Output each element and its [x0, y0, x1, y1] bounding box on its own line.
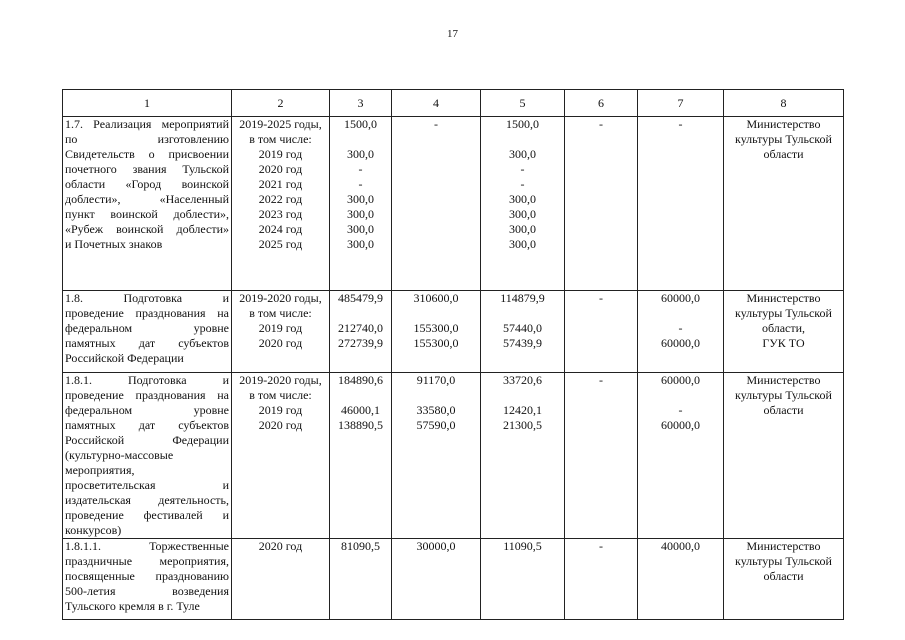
description-line: просветительская и [65, 478, 229, 492]
total-cell [330, 291, 392, 373]
description-line: 500-летия возведения [65, 584, 229, 598]
description-line: Российской Федерации [65, 433, 229, 447]
federal-cell [392, 539, 481, 620]
event-description [63, 117, 232, 291]
description-line: и Почетных знаков [65, 237, 163, 251]
responsible-org [724, 117, 844, 291]
cell-value: 300,0 [509, 192, 536, 206]
column-header-3: 3 [330, 90, 392, 117]
cell-value [640, 388, 721, 403]
cell-value: области [763, 403, 804, 417]
cell-value: 33580,0 [416, 403, 456, 417]
cell-value: 114879,9 [500, 291, 545, 305]
cell-value [394, 306, 478, 321]
table-row [63, 117, 844, 291]
cell-value: 184890,6 [338, 373, 383, 387]
description-line: посвященные празднованию [65, 569, 229, 583]
cell-value: 21300,5 [503, 418, 542, 432]
cell-value: 2021 год [258, 177, 303, 191]
cell-value: 2019 год [258, 321, 303, 335]
description-line: проведение фестивалей и [65, 508, 229, 522]
description-line: проведение празднования на [65, 388, 229, 402]
total-cell [330, 373, 392, 539]
description-line: пункт воинской доблести», [65, 207, 229, 221]
cell-value: 57439,9 [503, 336, 542, 350]
cell-value: 60000,0 [661, 418, 700, 432]
cell-value: 300,0 [509, 207, 536, 221]
table-row [63, 291, 844, 373]
cell-value [483, 388, 562, 403]
cell-value: 2023 год [258, 207, 303, 221]
cell-value: - [599, 539, 603, 553]
table-row [63, 539, 844, 620]
cell-value: - [599, 117, 603, 131]
cell-value: 40000,0 [661, 539, 700, 553]
cell-value: Министерство [746, 291, 821, 305]
cell-value: 485479,9 [338, 291, 383, 305]
column-header-8: 8 [724, 90, 844, 117]
cell-value: 12420,1 [503, 403, 542, 417]
cell-value: 2019 год [258, 147, 303, 161]
regional-cell [481, 291, 565, 373]
description-line: федеральном уровне [65, 403, 229, 417]
cell-value: 272739,9 [338, 336, 383, 350]
other-cell [638, 539, 724, 620]
cell-value: 57590,0 [416, 418, 456, 432]
description-line: (культурно-массовые [65, 448, 174, 462]
cell-value: 300,0 [347, 147, 374, 161]
period-cell [232, 373, 330, 539]
regional-cell [481, 373, 565, 539]
cell-value: 1500,0 [344, 117, 377, 131]
description-line: федеральном уровне [65, 321, 229, 335]
event-description [63, 539, 232, 620]
column-header-4: 4 [392, 90, 481, 117]
cell-value: 2024 год [258, 222, 303, 236]
column-header-1: 1 [63, 90, 232, 117]
other-cell [638, 291, 724, 373]
cell-value [332, 306, 389, 321]
description-line: Российской Федерации [65, 351, 184, 365]
cell-value: 2020 год [258, 418, 303, 432]
cell-value: - [358, 177, 363, 191]
description-line: памятных дат субъектов [65, 336, 229, 350]
description-line: праздничные мероприятия, [65, 554, 229, 568]
cell-value: 2020 год [258, 539, 303, 553]
period-cell [232, 117, 330, 291]
cell-value: - [599, 373, 603, 387]
cell-value: области, [761, 321, 806, 335]
cell-value: 138890,5 [338, 418, 383, 432]
cell-value: 30000,0 [416, 539, 456, 553]
table-row [63, 373, 844, 539]
cell-value: 11090,5 [503, 539, 542, 553]
responsible-org [724, 373, 844, 539]
cell-value: 2025 год [258, 237, 303, 251]
cell-value: - [520, 162, 525, 176]
description-line: издательская деятельность, [65, 493, 229, 507]
description-line: проведение празднования на [65, 306, 229, 320]
description-line: 1.8.1.1. Торжественные [65, 539, 229, 553]
responsible-org [724, 291, 844, 373]
responsible-org [724, 539, 844, 620]
cell-value [332, 388, 389, 403]
description-line: Свидетельств о присвоении [65, 147, 229, 161]
federal-cell [392, 373, 481, 539]
period-cell [232, 539, 330, 620]
cell-value: - [678, 117, 683, 131]
cell-value: 212740,0 [338, 321, 383, 335]
cell-value [394, 388, 478, 403]
cell-value: 310600,0 [413, 291, 459, 305]
cell-value: 155300,0 [413, 336, 459, 350]
cell-value: 91170,0 [416, 373, 456, 387]
cell-value: 2019 год [258, 403, 303, 417]
local-cell [565, 539, 638, 620]
column-header-2: 2 [232, 90, 330, 117]
description-line: области «Город воинской [65, 177, 229, 191]
cell-value: 1500,0 [506, 117, 539, 131]
cell-value: области [763, 569, 804, 583]
cell-value: 46000,1 [341, 403, 380, 417]
total-cell [330, 539, 392, 620]
cell-value: 60000,0 [661, 291, 700, 305]
regional-cell [481, 117, 565, 291]
cell-value: - [599, 291, 603, 305]
cell-value: 2019-2025 годы, [239, 117, 322, 131]
cell-value: 2020 год [258, 336, 303, 350]
description-line: 1.8. Подготовка и [65, 291, 229, 305]
cell-value: культуры Тульской [735, 132, 832, 146]
local-cell [565, 291, 638, 373]
cell-value: 2019-2020 годы, [239, 291, 322, 305]
description-line: почетного звания Тульской [65, 162, 229, 176]
column-header-5: 5 [481, 90, 565, 117]
description-line: по изготовлению [65, 132, 229, 146]
other-cell [638, 373, 724, 539]
description-line: памятных дат субъектов [65, 418, 229, 432]
cell-value: 300,0 [509, 147, 536, 161]
cell-value: 81090,5 [341, 539, 380, 553]
description-line: доблести», «Населенный [65, 192, 229, 206]
cell-value [483, 132, 562, 147]
cell-value: культуры Тульской [735, 388, 832, 402]
cell-value: 2019-2020 годы, [239, 373, 322, 387]
cell-value: 60000,0 [661, 336, 700, 350]
cell-value: 300,0 [509, 237, 536, 251]
federal-cell [392, 291, 481, 373]
cell-value: 57440,0 [503, 321, 542, 335]
cell-value: ГУК ТО [762, 336, 805, 350]
cell-value: области [763, 147, 804, 161]
cell-value: - [358, 162, 363, 176]
cell-value: 300,0 [347, 237, 374, 251]
cell-value: - [678, 321, 683, 335]
total-cell [330, 117, 392, 291]
cell-value: 300,0 [509, 222, 536, 236]
cell-value: Министерство [746, 373, 821, 387]
cell-value: Министерство [746, 539, 821, 553]
description-line: 1.8.1. Подготовка и [65, 373, 229, 387]
cell-value: культуры Тульской [735, 554, 832, 568]
column-header-6: 6 [565, 90, 638, 117]
local-cell [565, 117, 638, 291]
cell-value: - [520, 177, 525, 191]
regional-cell [481, 539, 565, 620]
cell-value: в том числе: [249, 388, 312, 402]
cell-value: в том числе: [249, 306, 312, 320]
other-cell [638, 117, 724, 291]
cell-value: - [678, 403, 683, 417]
cell-value: 300,0 [347, 192, 374, 206]
event-description [63, 291, 232, 373]
description-line: мероприятия, [65, 463, 135, 477]
cell-value: 2022 год [258, 192, 303, 206]
table-header-row [63, 90, 844, 117]
cell-value: 60000,0 [661, 373, 700, 387]
event-description [63, 373, 232, 539]
description-line: конкурсов) [65, 523, 122, 537]
cell-value [640, 306, 721, 321]
page-number: 17 [447, 28, 458, 40]
description-line: «Рубеж воинской доблести» [65, 222, 229, 236]
cell-value: 33720,6 [503, 373, 542, 387]
cell-value: - [434, 117, 438, 131]
program-table [62, 89, 844, 620]
cell-value: Министерство [746, 117, 821, 131]
cell-value: 2020 год [258, 162, 303, 176]
description-line: 1.7. Реализация мероприятий [65, 117, 229, 131]
cell-value [483, 306, 562, 321]
description-line: Тульского кремля в г. Туле [65, 599, 200, 613]
cell-value [332, 132, 389, 147]
cell-value: 300,0 [347, 222, 374, 236]
cell-value: в том числе: [249, 132, 312, 146]
cell-value: культуры Тульской [735, 306, 832, 320]
column-header-7: 7 [638, 90, 724, 117]
federal-cell [392, 117, 481, 291]
cell-value: 300,0 [347, 207, 374, 221]
local-cell [565, 373, 638, 539]
cell-value: 155300,0 [413, 321, 459, 335]
period-cell [232, 291, 330, 373]
